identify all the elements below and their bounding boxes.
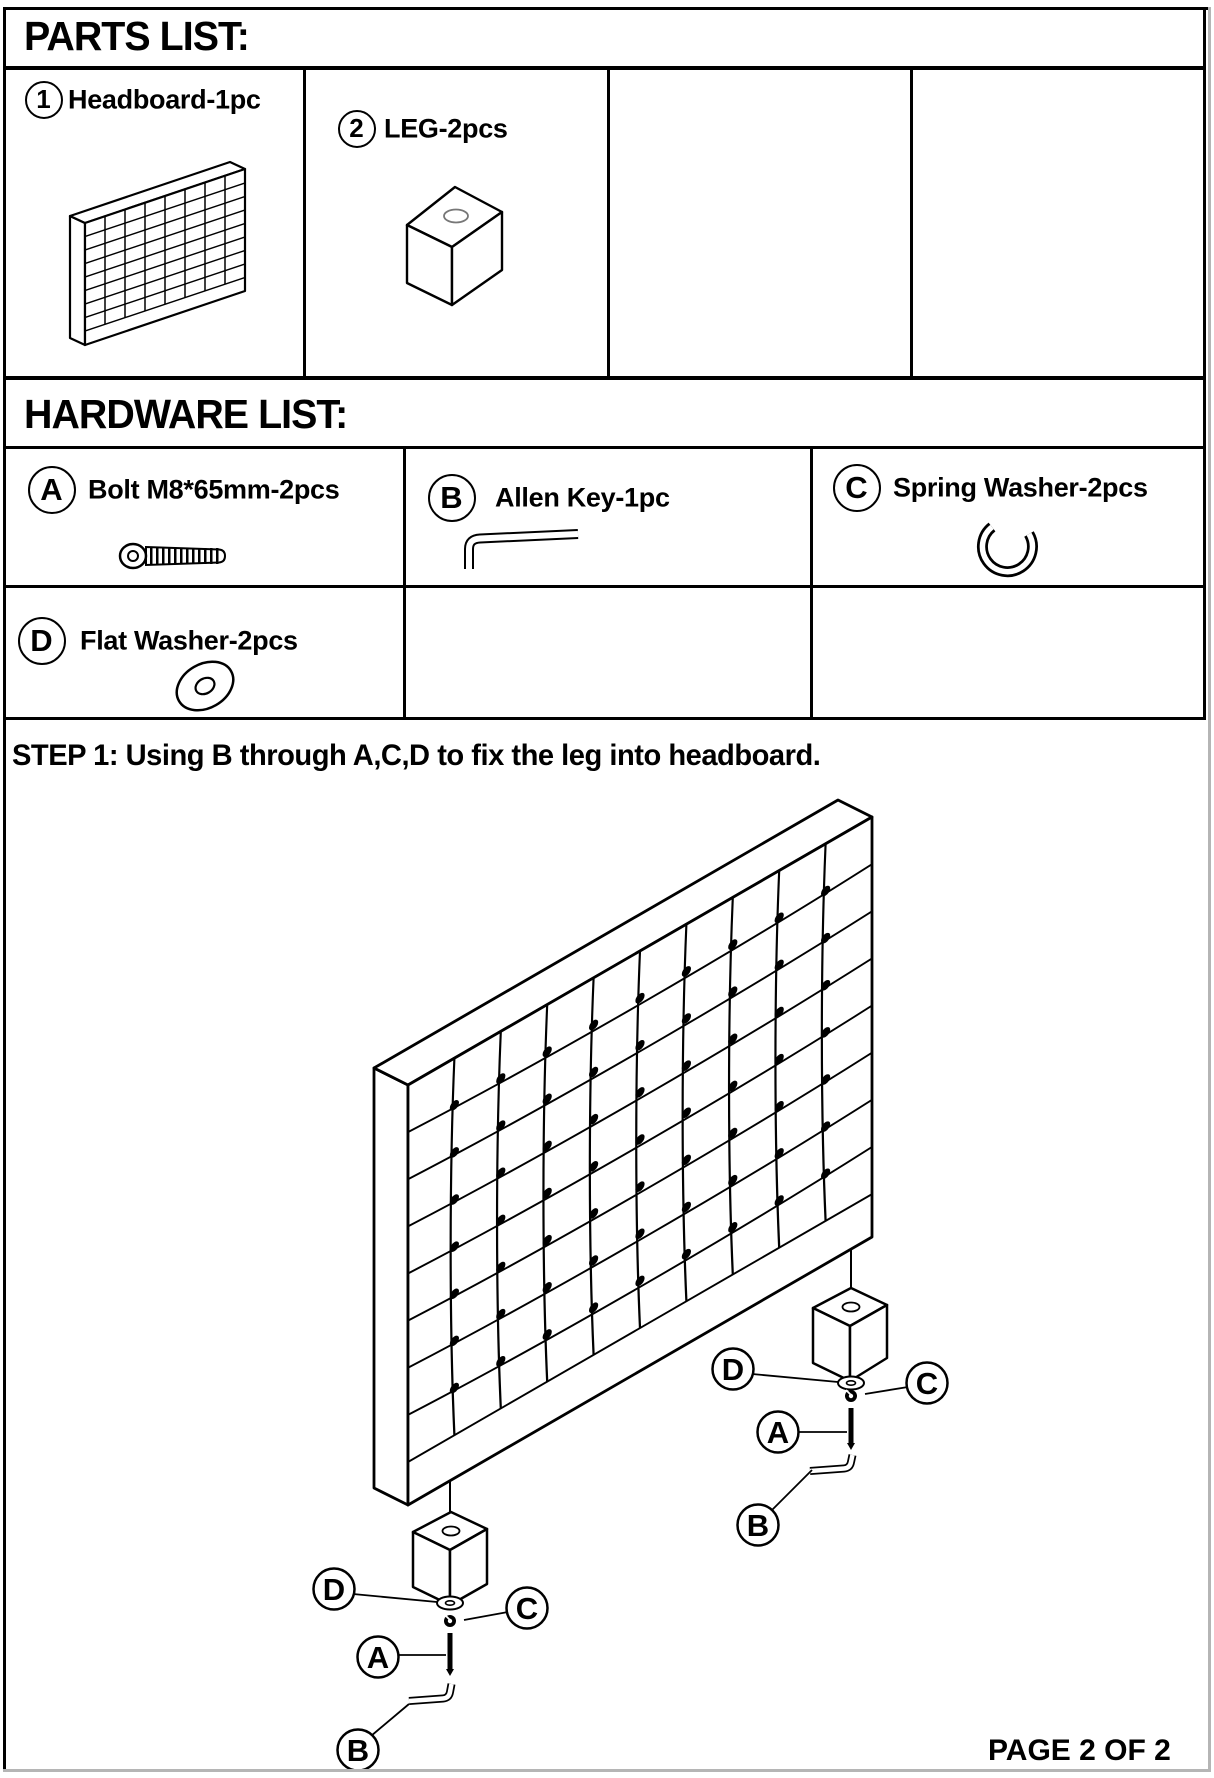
- callout-right-spring-washer: [907, 1363, 948, 1404]
- tables-border-right: [1203, 7, 1206, 720]
- hardware-b-circle: [428, 474, 476, 522]
- callout-left-allen-key: [338, 1730, 379, 1771]
- hardware-divider-1: [403, 446, 406, 720]
- part-1-label: Headboard-1pc: [68, 84, 261, 115]
- hardware-d-circle: [18, 617, 66, 665]
- parts-divider-2: [607, 66, 610, 380]
- hardware-c-circle: [833, 464, 881, 512]
- part-1-number: 1: [36, 84, 51, 114]
- page-edge-bottom: [3, 1769, 1210, 1772]
- step-diagram: [314, 800, 948, 1771]
- page-edge-right: [1208, 7, 1211, 1772]
- hardware-c-letter: C: [845, 469, 868, 505]
- hardware-b-label: Allen Key-1pc: [495, 482, 670, 513]
- allen-key-drawing: [469, 534, 578, 569]
- callout-right-flat-washer: [713, 1349, 754, 1390]
- parts-divider-3: [910, 66, 913, 380]
- parts-header-rule: [3, 66, 1206, 70]
- right-hardware-stack: [810, 1377, 864, 1472]
- svg-text:B: B: [346, 1733, 370, 1768]
- flat-washer-drawing: [168, 652, 242, 720]
- leg-part-drawing: [407, 187, 502, 305]
- hardware-divider-2: [810, 446, 813, 720]
- callout-left-bolt: [358, 1637, 399, 1678]
- hardware-c-label: Spring Washer-2pcs: [893, 472, 1148, 503]
- parts-divider-1: [303, 66, 306, 380]
- svg-text:D: D: [721, 1352, 745, 1387]
- svg-text:A: A: [366, 1640, 390, 1675]
- hardware-b-letter: B: [440, 479, 463, 515]
- part-2-label: LEG-2pcs: [384, 113, 508, 144]
- callout-left-spring-washer: [507, 1588, 548, 1629]
- hardware-bottom-rule: [3, 717, 1206, 720]
- left-hardware-stack: [409, 1597, 463, 1702]
- part-1-circle: [25, 81, 63, 119]
- left-leg-drawing: [413, 1512, 487, 1605]
- svg-text:D: D: [322, 1572, 346, 1607]
- right-leg-drawing: [813, 1288, 887, 1381]
- svg-text:B: B: [746, 1508, 770, 1543]
- hardware-a-letter: A: [40, 471, 63, 507]
- hardware-d-letter: D: [30, 622, 53, 658]
- parts-bottom-rule: [3, 376, 1206, 380]
- svg-text:A: A: [766, 1415, 790, 1450]
- parts-list-title: PARTS LIST:: [24, 13, 249, 59]
- svg-text:C: C: [915, 1366, 939, 1401]
- part-2-circle: [338, 110, 376, 148]
- hardware-header-rule: [3, 446, 1206, 449]
- hardware-a-circle: [28, 466, 76, 514]
- step-1-title: STEP 1: Using B through A,C,D to fix the leg into headboard.: [12, 739, 821, 772]
- hardware-list-title: HARDWARE LIST:: [24, 391, 348, 437]
- callout-left-flat-washer: [314, 1569, 355, 1610]
- spring-washer-drawing: [982, 527, 1032, 572]
- bolt-drawing: [120, 544, 225, 568]
- part-2-number: 2: [349, 113, 364, 143]
- page-border-top: [3, 7, 1208, 10]
- headboard-drawing: [374, 800, 872, 1505]
- hardware-d-label: Flat Washer-2pcs: [80, 625, 298, 656]
- page-border-left: [3, 7, 6, 1772]
- headboard-part-drawing: [70, 162, 245, 345]
- hardware-a-label: Bolt M8*65mm-2pcs: [88, 474, 340, 505]
- callout-right-bolt: [758, 1412, 799, 1453]
- page-number: PAGE 2 OF 2: [988, 1734, 1171, 1767]
- hardware-row-rule: [3, 585, 1206, 588]
- svg-text:C: C: [515, 1591, 539, 1626]
- callout-right-allen-key: [738, 1505, 779, 1546]
